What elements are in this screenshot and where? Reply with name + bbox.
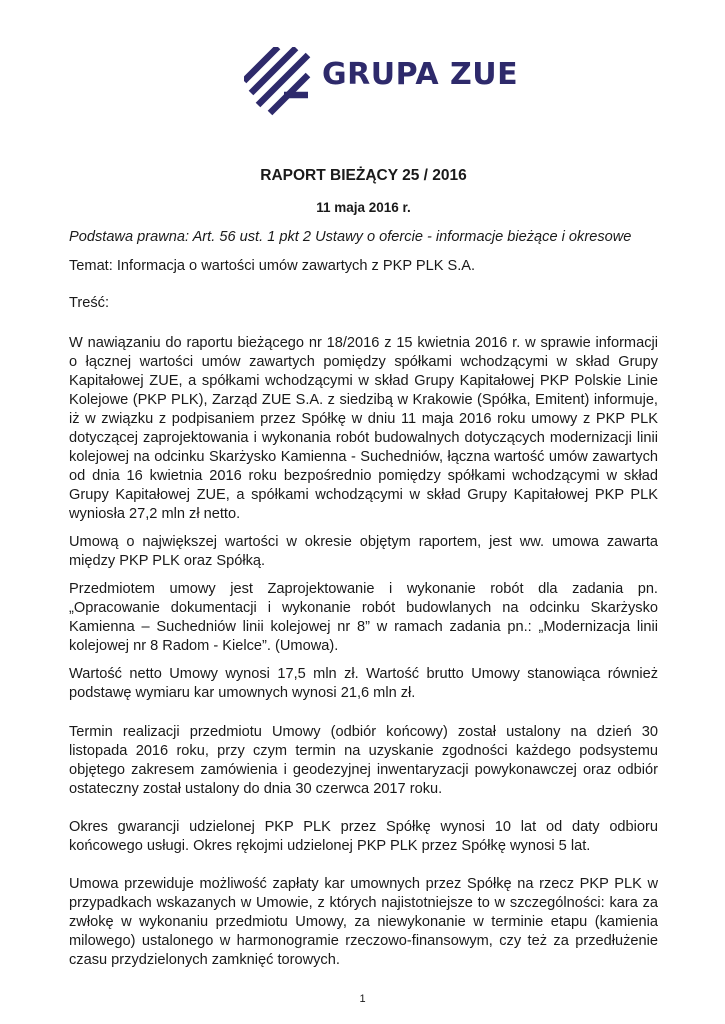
- report-date: 11 maja 2016 r.: [316, 200, 411, 215]
- content-label: Treść:: [69, 295, 109, 311]
- paragraph-value: Wartość netto Umowy wynosi 17,5 mln zł. Wartość brutto Umowy stanowiąca również podstawę wymiaru kar umownych wynosi 21,6 mln zł.: [69, 666, 658, 701]
- paragraph-largest-contract: Umową o największej wartości w okresie objętym raportem, jest ww. umowa zawarta między PKP PLK oraz Spółką.: [69, 534, 658, 569]
- paragraph-subject: Przedmiotem umowy jest Zaprojektowanie i wykonanie robót dla zadania pn. „Opracowanie dokumentacji i wykonanie robót budowlanych na odcinku Skarżysko Kamienna – Suchedniów linii kolejowej nr 8” w ramach zadania pn.: „Modernizacja linii kolejowej nr 8 Radom - Kielce”. (Umowa).: [69, 581, 658, 654]
- report-title: RAPORT BIEŻĄCY 25 / 2016: [260, 167, 467, 184]
- report-topic: Temat: Informacja o wartości umów zawartych z PKP PLK S.A.: [69, 258, 476, 274]
- paragraph-deadline: Termin realizacji przedmiotu Umowy (odbiór końcowy) został ustalony na dzień 30 listopada 2016 roku, przy czym termin na uzyskanie zgodności każdego podsystemu objętego zakresem zamówienia i geodezyjnej inwentaryzacji powykonawczej oraz odbiór ostateczny został ustalony do dnia 30 czerwca 2017 roku.: [69, 724, 658, 797]
- legal-basis: Podstawa prawna: Art. 56 ust. 1 pkt 2 Ustawy o ofercie - informacje bieżące i okresowe: [69, 229, 632, 245]
- paragraph-warranty: Okres gwarancji udzielonej PKP PLK przez Spółkę wynosi 10 lat od daty odbioru końcowego usługi. Okres rękojmi udzielonej PKP PLK przez Spółkę wynosi 5 lat.: [69, 819, 658, 854]
- zue-logo-mark-icon: [244, 47, 314, 117]
- company-logo: [244, 47, 519, 117]
- report-body: [69, 160, 658, 970]
- paragraph-intro: W nawiązaniu do raportu bieżącego nr 18/2016 z 15 kwietnia 2016 r. w sprawie informacji o łącznej wartości umów zawartych pomiędzy spółkami wchodzącymi w skład Grupy Kapitałowej ZUE, a spółkami wchodzącymi w skład Grupy Kapitałowej PKP Polskie Linie Kolejowe (PKP PLK), Zarząd ZUE S.A. z siedzibą w Krakowie (Spółka, Emitent) informuje, iż w związku z podpisaniem przez Spółkę w dniu 11 maja 2016 roku umowy z PKP PLK dotyczącej zaprojektowania i wykonania robót budowalnych dotyczących modernizacji linii kolejowej na odcinku Skarżysko Kamienna - Suchedniów, łączna wartość umów zawartych od dnia 16 kwietnia 2016 roku bezpośrednio pomiędzy spółkami wchodzącymi w skład Grupy Kapitałowej ZUE, a spółkami wchodzącymi w skład Grupy Kapitałowej PKP PLK wyniosła 27,2 mln zł netto.: [69, 335, 658, 522]
- page-number: 1: [359, 993, 366, 1005]
- logo-wordmark: GRUPA ZUE: [322, 57, 519, 92]
- paragraph-penalties: Umowa przewiduje możliwość zapłaty kar umownych przez Spółkę na rzecz PKP PLK w przypadkach wskazanych w Umowie, z których najistotniejsze to w szczególności: kara za zwłokę w wykonaniu przedmiotu Umowy, za niewykonanie w terminie etapu (kamienia milowego) ustalonego w harmonogramie rzeczowo-finansowym, czy też za przedłużenie czasu przydzielonych zamknięć torowych.: [69, 876, 658, 968]
